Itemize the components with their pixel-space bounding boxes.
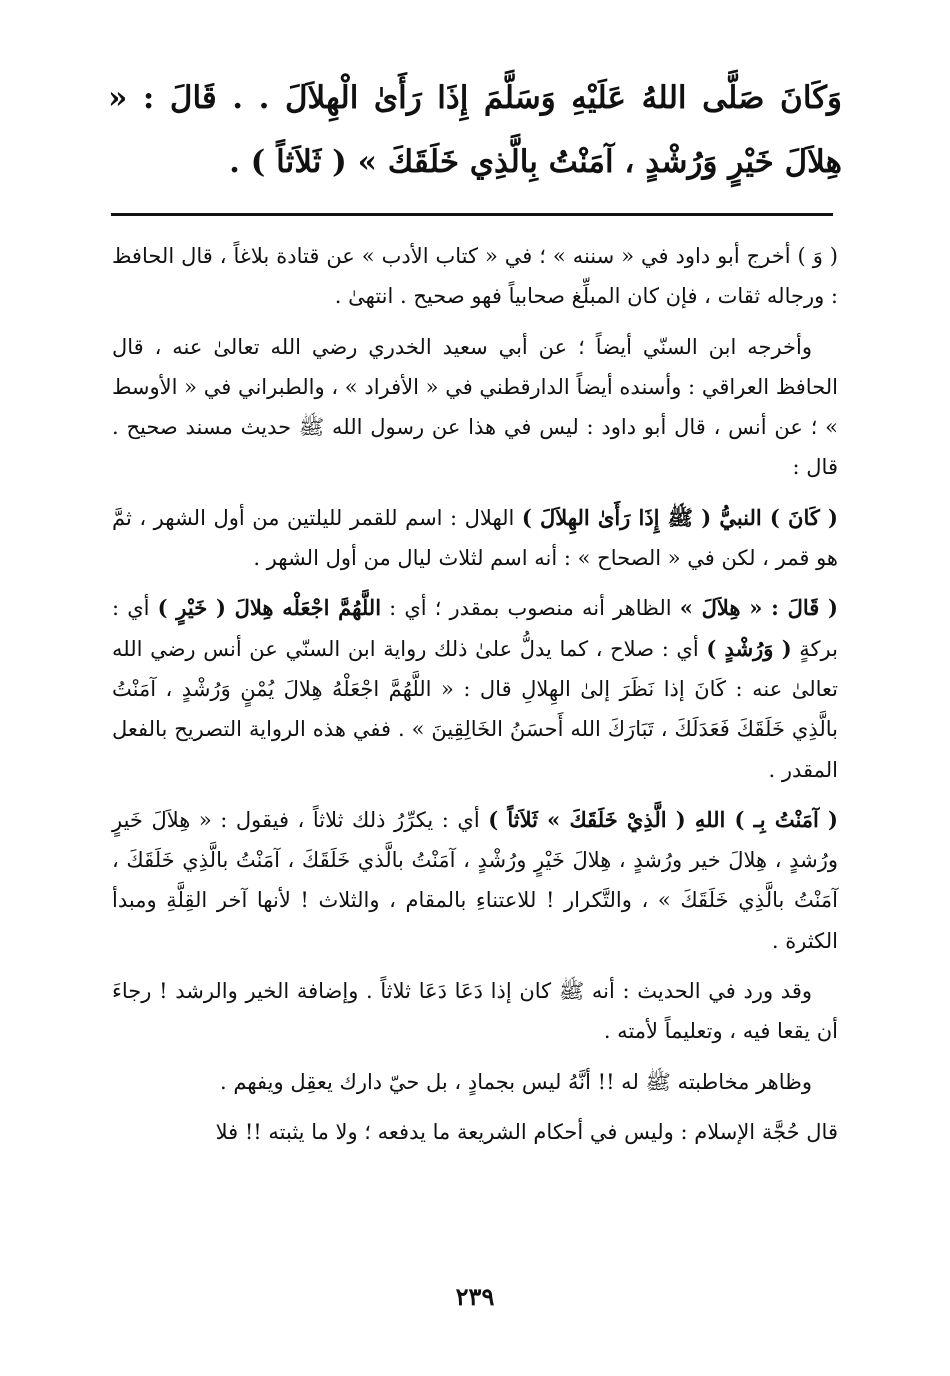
commentary-text: الهلال : اسم للقمر لليلتين من أول الشهر ، ثمَّ هو قمر ، لكن في « الصحاح » : أنه اسم لثلاث ليال من أول الشهر . [112,505,838,571]
page-number: ٢٣٩ [455,1282,495,1311]
footnote-divider [111,213,833,216]
commentary-paragraph-6: وقد ورد في الحديث : أنه ﷺ كان إذا دَعَا دَعَا ثلاثاً . وإضافة الخير والرشد ! رجاءَ أن يقعا فيه ، وتعليماً لأمته . [112,979,838,1044]
quoted-matn: ( قَالَ : « هِلاَلَ » [679,595,838,621]
quoted-matn: ( آمَنْتُ بِـ ) اللهِ ( الَّذِيْ خَلَقَكَ » ثَلاَثاً ) [488,806,838,832]
quoted-narration: كَانَ إذا نَظَرَ إلىٰ الهِلالِ قال : « اللَّهُمَّ اجْعَلْهُ هِلالَ يُمْنٍ وَرُشْدٍ ، آمَنْتُ بالَّذِي خَلَقَكَ فَعَدَلَكَ ، تَبَارَكَ الله أَحسَنُ الخَالِقِينَ » [112,676,838,742]
quoted-matn: اللَّهُمَّ اجْعَلْه هِلالَ ( خَيْرٍ ) [157,595,382,621]
commentary-text: قال [799,1119,838,1144]
commentary-paragraph-4 [112,588,838,789]
quoted-matn: ( كَانَ ) النبيُّ ( ﷺ إِذَا رَأَىٰ الهِلاَلَ ) [521,504,838,530]
commentary-paragraph-7: وظاهر مخاطبته ﷺ له !! أنَّهُ ليس بجمادٍ ، بل حيّ دارك يعقِل ويفهم . [220,1069,812,1094]
commentary-paragraph-8 [112,1112,838,1152]
commentary-block [112,236,838,1162]
hadith-text-block [108,66,842,194]
commentary-paragraph-1: ( وَ ) أخرج أبو داود في « سننه » ؛ في « كتاب الأدب » عن قتادة بلاغاً ، قال الحافظ : ورجاله ثقات ، فإن كان المبلِّغ صحابياً فهو صحيح . انتهىٰ . [112,244,838,309]
commentary-paragraph-3 [112,498,838,579]
commentary-text: : وليس في أحكام الشريعة ما يدفعه ؛ ولا ما يثبته !! فلا [215,1119,695,1144]
commentary-text: الظاهر أنه منصوب بمقدر ؛ أي : [381,596,680,621]
quoted-matn: ( وَرُشْدٍ ) [706,635,792,661]
scholar-title: حُجَّة الإسلام [694,1119,800,1144]
commentary-text: أي : يكرِّرُ ذلك ثلاثاً ، فيقول : « هِلاَلَ خَيرٍ ورُشدٍ ، هِلالَ خير ورُشدٍ ، هِلالَ خَيْرٍ ورُشْدٍ ، آمَنْتُ بالَّذي خَلَقَكَ ، آمَنْتُ بالَّذِي خَلَقَكَ ، آمَنْتُ بالَّذِي خَلَقَكَ » ، والتَّكرار ! للاعتناءِ بالمقام ، والثلاث ! لأنها آخر القِلَّةِ ومبدأ الكثرة . [112,807,838,953]
commentary-text: . ففي هذه الرواية التصريح بالفعل المقدر . [112,717,838,782]
commentary-text: أي : بركةٍ [112,596,838,661]
hadith-text: وَكَانَ صَلَّى اللهُ عَلَيْهِ وَسَلَّمَ إِذَا رَأَىٰ الْهِلاَلَ . . قَالَ : « هِلاَلَ خَيْرٍ وَرُشْدٍ ، آمَنْتُ بِالَّذِي خَلَقَكَ » ( ثَلاَثاً ) . [108,80,842,180]
commentary-paragraph-2: وأخرجه ابن السنّي أيضاً ؛ عن أبي سعيد الخدري رضي الله تعالىٰ عنه ، قال الحافظ العراقي : وأسنده أيضاً الدارقطني في « الأفراد » ، والطبراني في « الأوسط » ؛ عن أنس ، قال أبو داود : ليس في هذا عن رسول الله ﷺ حديث مسند صحيح . قال : [112,334,838,480]
commentary-paragraph-5 [112,800,838,961]
commentary-text: أي : صلاح ، كما يدلُّ علىٰ ذلك رواية ابن السنّي عن أنس رضي الله تعالىٰ عنه : [112,636,838,701]
